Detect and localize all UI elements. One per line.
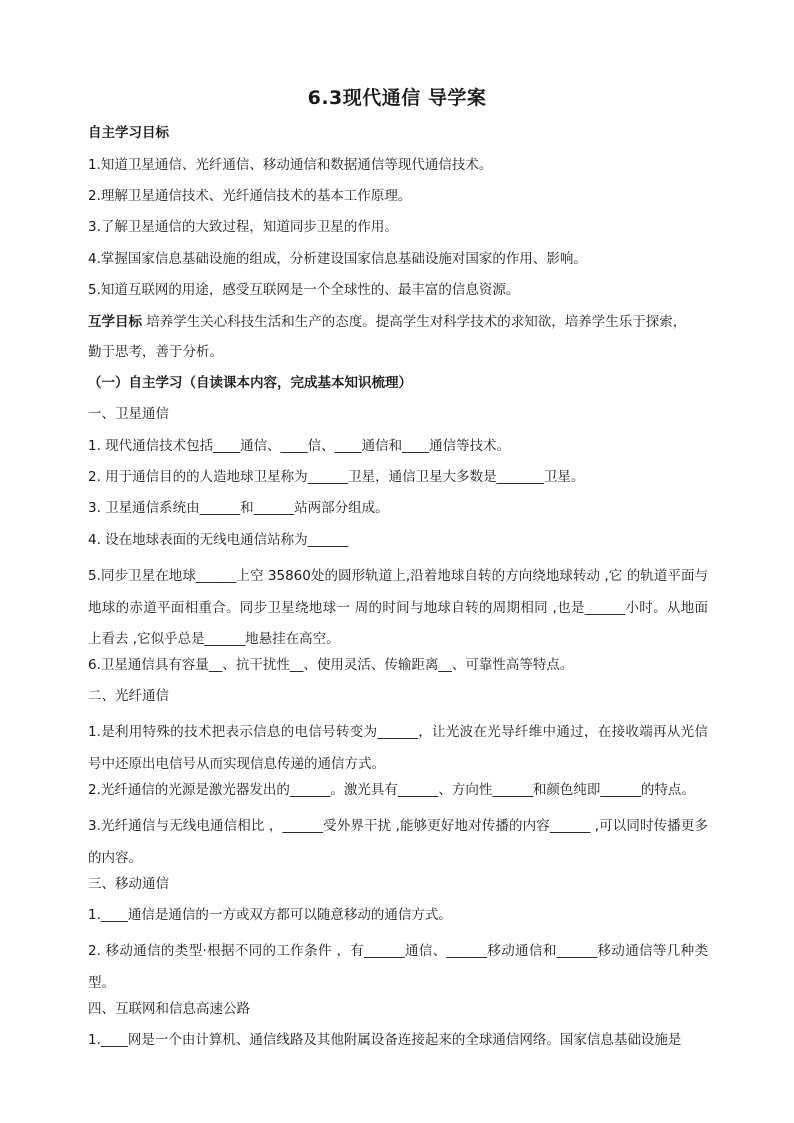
goal-item-4: 4.掌握国家信息基础设施的组成，分析建设国家信息基础设施对国家的作用、影响。 (88, 251, 587, 267)
section-1-heading: 一、卫星通信 (88, 406, 169, 422)
page-title: 6.3现代通信 导学案 (307, 87, 487, 109)
goal-item-5: 5.知道互联网的用途，感受互联网是一个全球性的、最丰富的信息资源。 (88, 282, 520, 298)
section-2-heading: 二、光纤通信 (88, 688, 169, 704)
mutual-goal-label: 互学目标 (88, 314, 142, 330)
section-4-heading: 四、互联网和信息高速公路 (88, 1001, 250, 1017)
section-1-item-3: 3. 卫星通信系统由______和______站两部分组成。 (88, 500, 389, 516)
mutual-goal-text-cont: 勤于思考，善于分析。 (88, 344, 223, 360)
goal-item-3: 3.了解卫星通信的大致过程，知道同步卫星的作用。 (88, 219, 398, 235)
goal-item-2: 2.理解卫星通信技术、光纤通信技术的基本工作原理。 (88, 188, 412, 204)
section-3-item-1: 1.____通信是通信的一方或双方都可以随意移动的通信方式。 (88, 907, 452, 923)
self-study-heading: （一）自主学习（自读课本内容，完成基本知识梳理） (88, 375, 412, 391)
section-3-heading: 三、移动通信 (88, 876, 169, 892)
section-1-item-4: 4. 设在地球表面的无线电通信站称为______ (88, 532, 349, 548)
section-1-item-2: 2. 用于通信目的的人造地球卫星称为______卫星，通信卫星大多数是_______卫星。 (88, 469, 585, 485)
section-3-item-2: 2. 移动通信的类型·根据不同的工作条件 ，有______通信、______移动通信和______移动通信等几种类型。 (88, 943, 708, 991)
section-1-item-1: 1. 现代通信技术包括____通信、____信、____通信和____通信等技术。 (88, 438, 511, 454)
mutual-goal-text: 培养学生关心科技生活和生产的态度。提高学生对科学技术的求知欲，培养学生乐于探索， (142, 314, 687, 330)
goal-item-1: 1.知道卫星通信、光纤通信、移动通信和数据通信等现代通信技术。 (88, 157, 493, 173)
section-2-item-3: 3.光纤通信与无线电通信相比 ，______受外界干扰 ,能够更好地对传播的内容______ ,可以同时传播更多的内容。 (88, 818, 708, 866)
goals-heading: 自主学习目标 (88, 125, 169, 141)
mutual-goal-line (88, 313, 708, 331)
section-2-item-2: 2.光纤通信的光源是激光器发出的______。激光具有______、方向性______和颜色纯即______的特点。 (88, 782, 695, 798)
section-4-item-1: 1.____网是一个由计算机、通信线路及其他附属设备连接起来的全球通信网络。国家信息基础设施是 (88, 1032, 682, 1048)
section-2-item-1: 1.是利用特殊的技术把表示信息的电信号转变为______，让光波在光导纤维中通过，在接收端再从光信号中还原出电信号从而实现信息传递的通信方式。 (88, 724, 708, 772)
section-1-item-6: 6.卫星通信具有容量__、抗干扰性__、使用灵活、传输距离__、可靠性高等特点。 (88, 657, 574, 673)
section-1-item-5: 5.同步卫星在地球______上空 35860处的圆形轨道上,沿着地球自转的方向绕地球转动 ,它 的轨道平面与地球的赤道平面相重合。同步卫星绕地球一 周的时间与地球自转的周期相同 ,也是______小时。从地面上看去 ,它似乎总是______地悬挂在高空。 (88, 568, 708, 647)
